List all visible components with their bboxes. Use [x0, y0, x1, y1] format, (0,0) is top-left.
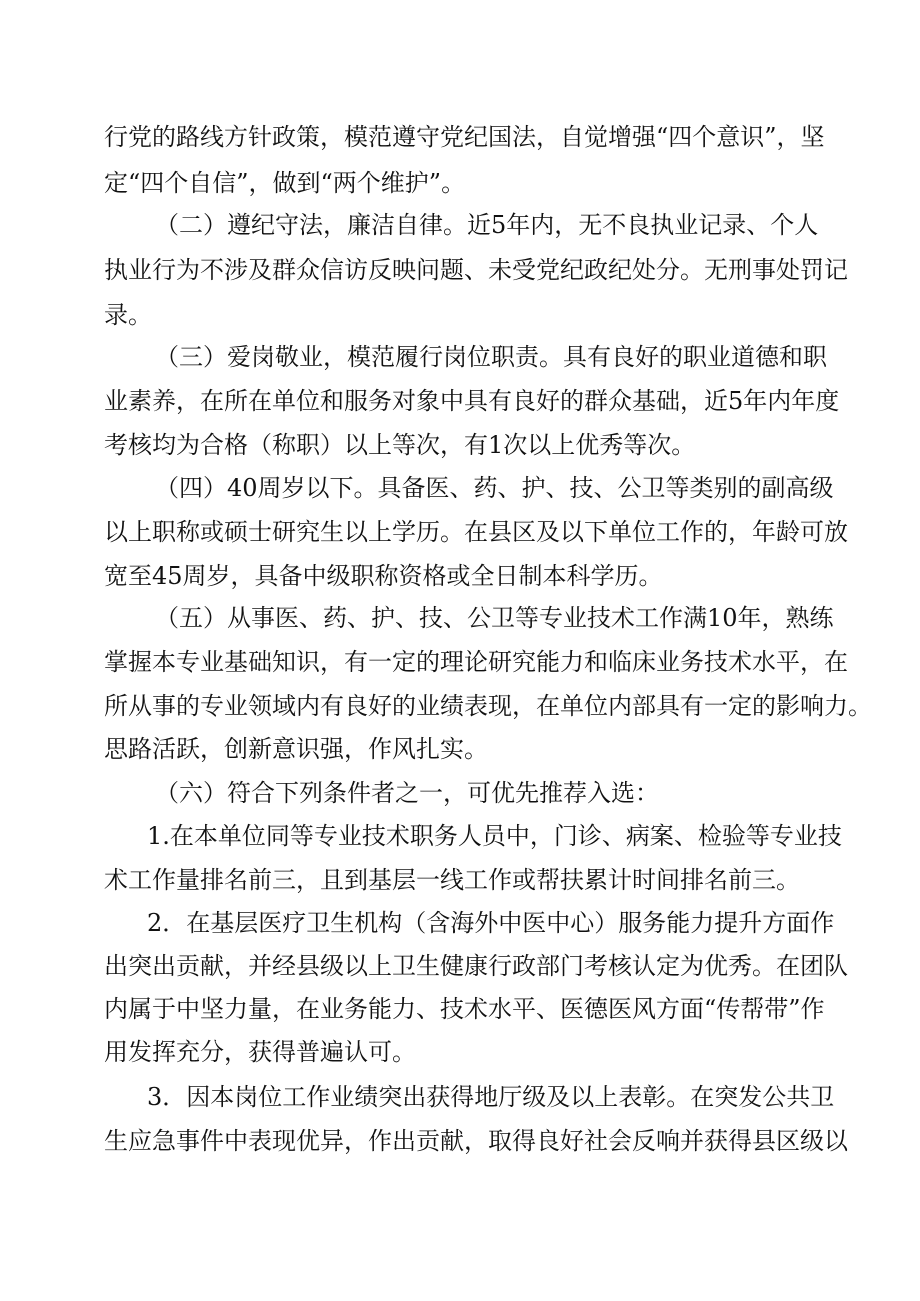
body-line — [0, 163, 920, 203]
body-line — [0, 946, 920, 986]
body-line — [0, 989, 920, 1029]
body-line — [0, 903, 920, 943]
body-line — [0, 816, 920, 856]
body-line — [0, 729, 920, 769]
text-span: 内属于中坚力量，在业务能力、技术水平、医德医风方面“传帮带”作 — [104, 995, 825, 1023]
body-line — [0, 686, 920, 726]
text-span: 出突出贡献，并经县级以上卫生健康行政部门考核认定为优秀。在团队 — [104, 952, 848, 980]
text-span: 用发挥充分，获得普遍认可。 — [104, 1038, 416, 1066]
body-line — [0, 381, 920, 421]
text-span: 2．在基层医疗卫生机构（含海外中医中心）服务能力提升方面作 — [147, 909, 835, 937]
text-span: （六）符合下列条件者之一，可优先推荐入选： — [155, 779, 659, 807]
text-span: 考核均为合格（称职）以上等次，有1次以上优秀等次。 — [104, 431, 696, 459]
body-line — [0, 598, 920, 638]
text-span: （二）遵纪守法，廉洁自律。近5年内，无不良执业记录、个人 — [155, 211, 819, 239]
text-span: 3．因本岗位工作业绩突出获得地厅级及以上表彰。在突发公共卫 — [147, 1083, 835, 1111]
text-span: 以上职称或硕士研究生以上学历。在县区及以下单位工作的，年龄可放 — [104, 518, 848, 546]
text-span: 执业行为不涉及群众信访反映问题、未受党纪政纪处分。无刑事处罚记 — [104, 256, 848, 284]
text-span: （三）爱岗敬业，模范履行岗位职责。具有良好的职业道德和职 — [155, 343, 827, 371]
text-span: （四）40周岁以下。具备医、药、护、技、公卫等类别的副高级 — [155, 474, 834, 502]
body-line — [0, 556, 920, 596]
text-span: 思路活跃，创新意识强，作风扎实。 — [104, 735, 488, 763]
body-line — [0, 1077, 920, 1117]
text-span: 业素养，在所在单位和服务对象中具有良好的群众基础，近5年内年度 — [104, 387, 840, 415]
text-span: 术工作量排名前三，且到基层一线工作或帮扶累计时间排名前三。 — [104, 866, 800, 894]
text-span: 定“四个自信”，做到“两个维护”。 — [104, 169, 466, 197]
text-span: 行党的路线方针政策，模范遵守党纪国法，自觉增强“四个意识”，坚 — [104, 123, 825, 151]
body-line — [0, 205, 920, 245]
text-span: 录。 — [104, 301, 152, 329]
body-line — [0, 425, 920, 465]
body-line — [0, 250, 920, 290]
body-line — [0, 295, 920, 335]
text-span: 所从事的专业领域内有良好的业绩表现，在单位内部具有一定的影响力。 — [104, 692, 872, 720]
text-span: 掌握本专业基础知识，有一定的理论研究能力和临床业务技术水平，在 — [104, 648, 848, 676]
text-span: （五）从事医、药、护、技、公卫等专业技术工作满10年，熟练 — [155, 604, 834, 632]
text-span: 生应急事件中表现优异，作出贡献，取得良好社会反响并获得县区级以 — [104, 1127, 848, 1155]
body-line — [0, 1121, 920, 1161]
text-span: 宽至45周岁，具备中级职称资格或全日制本科学历。 — [104, 562, 663, 590]
body-line — [0, 860, 920, 900]
body-line — [0, 642, 920, 682]
text-span: 1.在本单位同等专业技术职务人员中，门诊、病案、检验等专业技 — [147, 822, 842, 850]
body-line — [0, 512, 920, 552]
body-line — [0, 1032, 920, 1072]
body-line — [0, 117, 920, 157]
body-line — [0, 468, 920, 508]
body-line — [0, 773, 920, 813]
body-line — [0, 337, 920, 377]
